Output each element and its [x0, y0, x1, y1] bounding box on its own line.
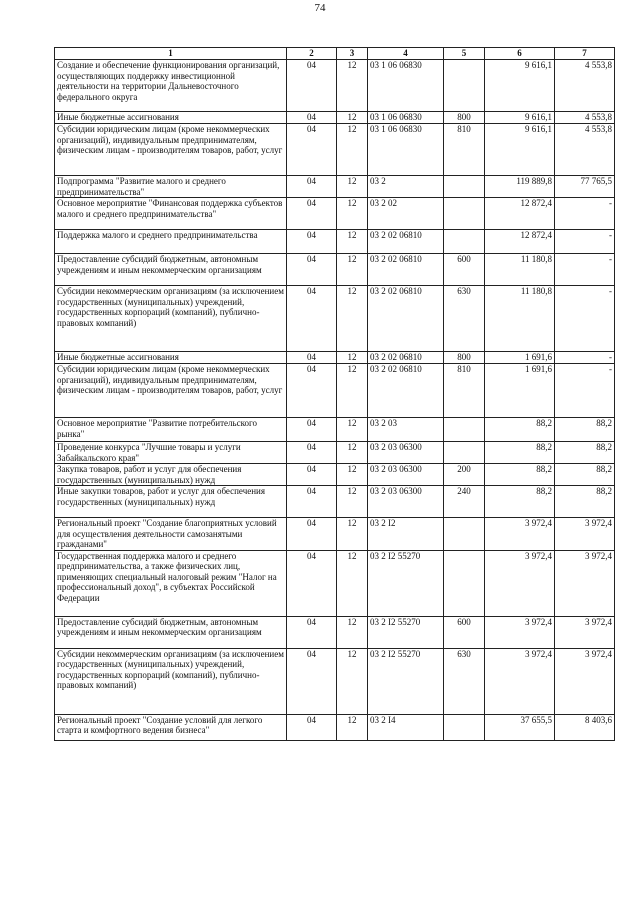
- row-pr: 12: [337, 352, 368, 364]
- table-row: [55, 198, 615, 230]
- row-value-1: 9 616,1: [485, 124, 555, 176]
- row-vr: [444, 518, 485, 551]
- row-value-2: 3 972,4: [555, 648, 615, 714]
- row-value-1: 3 972,4: [485, 648, 555, 714]
- table-row: [55, 464, 615, 486]
- row-name: Региональный проект "Создание условий для легкого старта и комфортного ведения бизнеса": [55, 714, 287, 740]
- row-pr: 12: [337, 112, 368, 124]
- row-value-2: -: [555, 230, 615, 254]
- row-rz: 04: [287, 230, 337, 254]
- table-row: [55, 254, 615, 286]
- row-value-2: 3 972,4: [555, 616, 615, 648]
- row-pr: 12: [337, 616, 368, 648]
- row-vr: [444, 714, 485, 740]
- row-vr: [444, 442, 485, 464]
- row-value-2: 8 403,6: [555, 714, 615, 740]
- row-rz: 04: [287, 364, 337, 418]
- row-csr: 03 2 02: [368, 198, 444, 230]
- row-value-1: 88,2: [485, 464, 555, 486]
- row-value-1: 88,2: [485, 418, 555, 442]
- row-vr: 800: [444, 112, 485, 124]
- row-vr: [444, 60, 485, 112]
- row-name: Иные бюджетные ассигнования: [55, 112, 287, 124]
- row-name: Предоставление субсидий бюджетным, автономным учреждениям и иным некоммерческим организациям: [55, 616, 287, 648]
- row-vr: 240: [444, 486, 485, 518]
- row-rz: 04: [287, 176, 337, 198]
- row-rz: 04: [287, 124, 337, 176]
- row-pr: 12: [337, 486, 368, 518]
- row-csr: 03 2 03: [368, 418, 444, 442]
- row-rz: 04: [287, 418, 337, 442]
- row-value-1: 3 972,4: [485, 616, 555, 648]
- row-pr: 12: [337, 124, 368, 176]
- row-csr: 03 2 02 06810: [368, 230, 444, 254]
- col-header: 5: [444, 48, 485, 60]
- row-rz: 04: [287, 60, 337, 112]
- row-value-2: 3 972,4: [555, 518, 615, 551]
- row-value-1: 3 972,4: [485, 518, 555, 551]
- row-pr: 12: [337, 364, 368, 418]
- row-rz: 04: [287, 254, 337, 286]
- row-pr: 12: [337, 518, 368, 551]
- row-vr: [444, 550, 485, 616]
- row-vr: 600: [444, 254, 485, 286]
- row-csr: 03 1 06 06830: [368, 60, 444, 112]
- row-csr: 03 2 02 06810: [368, 254, 444, 286]
- row-name: Субсидии некоммерческим организациям (за исключением государственных (муниципальных) учреждений, государственных корпораций (компаний), публично-правовых компаний): [55, 648, 287, 714]
- row-name: Иные бюджетные ассигнования: [55, 352, 287, 364]
- table-row: [55, 486, 615, 518]
- row-value-1: 12 872,4: [485, 230, 555, 254]
- row-name: Иные закупки товаров, работ и услуг для обеспечения государственных (муниципальных) нужд: [55, 486, 287, 518]
- row-value-2: -: [555, 254, 615, 286]
- row-value-1: 37 655,5: [485, 714, 555, 740]
- row-csr: 03 1 06 06830: [368, 124, 444, 176]
- row-value-1: 11 180,8: [485, 286, 555, 352]
- row-name: Основное мероприятие "Финансовая поддержка субъектов малого и среднего предпринимательства": [55, 198, 287, 230]
- row-value-1: 119 889,8: [485, 176, 555, 198]
- table-row: [55, 518, 615, 551]
- row-rz: 04: [287, 616, 337, 648]
- col-header: 3: [337, 48, 368, 60]
- row-vr: 630: [444, 286, 485, 352]
- row-rz: 04: [287, 648, 337, 714]
- row-name: Подпрограмма "Развитие малого и среднего предпринимательства": [55, 176, 287, 198]
- row-vr: [444, 198, 485, 230]
- row-vr: 810: [444, 124, 485, 176]
- row-rz: 04: [287, 518, 337, 551]
- row-value-2: -: [555, 198, 615, 230]
- row-value-1: 88,2: [485, 486, 555, 518]
- row-csr: 03 2 I4: [368, 714, 444, 740]
- header-row: [55, 48, 615, 60]
- table-row: [55, 352, 615, 364]
- row-csr: 03 2 I2: [368, 518, 444, 551]
- row-rz: 04: [287, 464, 337, 486]
- row-value-2: 4 553,8: [555, 124, 615, 176]
- row-rz: 04: [287, 714, 337, 740]
- row-value-1: 1 691,6: [485, 352, 555, 364]
- row-rz: 04: [287, 550, 337, 616]
- row-rz: 04: [287, 352, 337, 364]
- row-vr: [444, 418, 485, 442]
- row-pr: 12: [337, 60, 368, 112]
- row-value-2: 88,2: [555, 442, 615, 464]
- row-name: Закупка товаров, работ и услуг для обеспечения государственных (муниципальных) нужд: [55, 464, 287, 486]
- col-header: 4: [368, 48, 444, 60]
- row-value-2: 88,2: [555, 464, 615, 486]
- row-name: Создание и обеспечение функционирования организаций, осуществляющих поддержку инвестиционной деятельности на территории Дальневосточного федерального округа: [55, 60, 287, 112]
- table-row: [55, 714, 615, 740]
- row-vr: 810: [444, 364, 485, 418]
- row-csr: 03 2 I2 55270: [368, 648, 444, 714]
- row-vr: 630: [444, 648, 485, 714]
- row-name: Предоставление субсидий бюджетным, автономным учреждениям и иным некоммерческим организациям: [55, 254, 287, 286]
- row-vr: [444, 176, 485, 198]
- row-pr: 12: [337, 464, 368, 486]
- row-pr: 12: [337, 442, 368, 464]
- row-csr: 03 2 02 06810: [368, 352, 444, 364]
- row-value-1: 88,2: [485, 442, 555, 464]
- page-number: 74: [314, 2, 326, 14]
- row-csr: 03 2 03 06300: [368, 486, 444, 518]
- table-row: [55, 442, 615, 464]
- col-header: 2: [287, 48, 337, 60]
- row-csr: 03 1 06 06830: [368, 112, 444, 124]
- row-csr: 03 2 02 06810: [368, 286, 444, 352]
- row-rz: 04: [287, 442, 337, 464]
- col-header: 6: [485, 48, 555, 60]
- table-row: [55, 112, 615, 124]
- row-name: Поддержка малого и среднего предпринимательства: [55, 230, 287, 254]
- row-vr: 600: [444, 616, 485, 648]
- row-name: Региональный проект "Создание благоприятных условий для осуществления деятельности самозанятыми гражданами": [55, 518, 287, 551]
- table-row: [55, 230, 615, 254]
- row-pr: 12: [337, 254, 368, 286]
- table-row: [55, 364, 615, 418]
- budget-table: [54, 47, 615, 741]
- row-value-1: 11 180,8: [485, 254, 555, 286]
- row-pr: 12: [337, 176, 368, 198]
- row-csr: 03 2 03 06300: [368, 442, 444, 464]
- row-csr: 03 2 02 06810: [368, 364, 444, 418]
- row-value-1: 1 691,6: [485, 364, 555, 418]
- row-rz: 04: [287, 486, 337, 518]
- row-name: Субсидии юридическим лицам (кроме некоммерческих организаций), индивидуальным предпринимателям, физическим лицам - производителям товаров, работ, услуг: [55, 364, 287, 418]
- row-name: Основное мероприятие "Развитие потребительского рынка": [55, 418, 287, 442]
- row-rz: 04: [287, 286, 337, 352]
- row-rz: 04: [287, 198, 337, 230]
- table-row: [55, 176, 615, 198]
- row-pr: 12: [337, 550, 368, 616]
- col-header: 1: [55, 48, 287, 60]
- row-value-2: 4 553,8: [555, 60, 615, 112]
- col-header: 7: [555, 48, 615, 60]
- row-vr: 800: [444, 352, 485, 364]
- row-name: Субсидии юридическим лицам (кроме некоммерческих организаций), индивидуальным предпринимателям, физическим лицам - производителям товаров, работ, услуг: [55, 124, 287, 176]
- table-row: [55, 124, 615, 176]
- table-row: [55, 418, 615, 442]
- table-row: [55, 286, 615, 352]
- table-row: [55, 648, 615, 714]
- row-csr: 03 2 I2 55270: [368, 616, 444, 648]
- row-value-1: 3 972,4: [485, 550, 555, 616]
- row-value-2: 3 972,4: [555, 550, 615, 616]
- row-value-2: 4 553,8: [555, 112, 615, 124]
- row-vr: [444, 230, 485, 254]
- table-row: [55, 616, 615, 648]
- table-row: [55, 60, 615, 112]
- row-name: Проведение конкурса "Лучшие товары и услуги Забайкальского края": [55, 442, 287, 464]
- row-vr: 200: [444, 464, 485, 486]
- row-name: Субсидии некоммерческим организациям (за исключением государственных (муниципальных) учреждений, государственных корпораций (компаний), публично-правовых компаний): [55, 286, 287, 352]
- row-value-2: -: [555, 286, 615, 352]
- row-name: Государственная поддержка малого и среднего предпринимательства, а также физических лиц, применяющих специальный налоговый режим "Налог на профессиональный доход", в субъектах Российской Федерации: [55, 550, 287, 616]
- row-pr: 12: [337, 198, 368, 230]
- row-pr: 12: [337, 286, 368, 352]
- table-row: [55, 550, 615, 616]
- row-pr: 12: [337, 230, 368, 254]
- row-pr: 12: [337, 648, 368, 714]
- row-pr: 12: [337, 418, 368, 442]
- row-csr: 03 2: [368, 176, 444, 198]
- row-value-1: 12 872,4: [485, 198, 555, 230]
- row-value-1: 9 616,1: [485, 60, 555, 112]
- row-value-2: 88,2: [555, 486, 615, 518]
- row-value-2: 77 765,5: [555, 176, 615, 198]
- row-csr: 03 2 I2 55270: [368, 550, 444, 616]
- row-value-2: 88,2: [555, 418, 615, 442]
- row-csr: 03 2 03 06300: [368, 464, 444, 486]
- row-value-2: -: [555, 364, 615, 418]
- row-rz: 04: [287, 112, 337, 124]
- row-value-1: 9 616,1: [485, 112, 555, 124]
- row-value-2: -: [555, 352, 615, 364]
- row-pr: 12: [337, 714, 368, 740]
